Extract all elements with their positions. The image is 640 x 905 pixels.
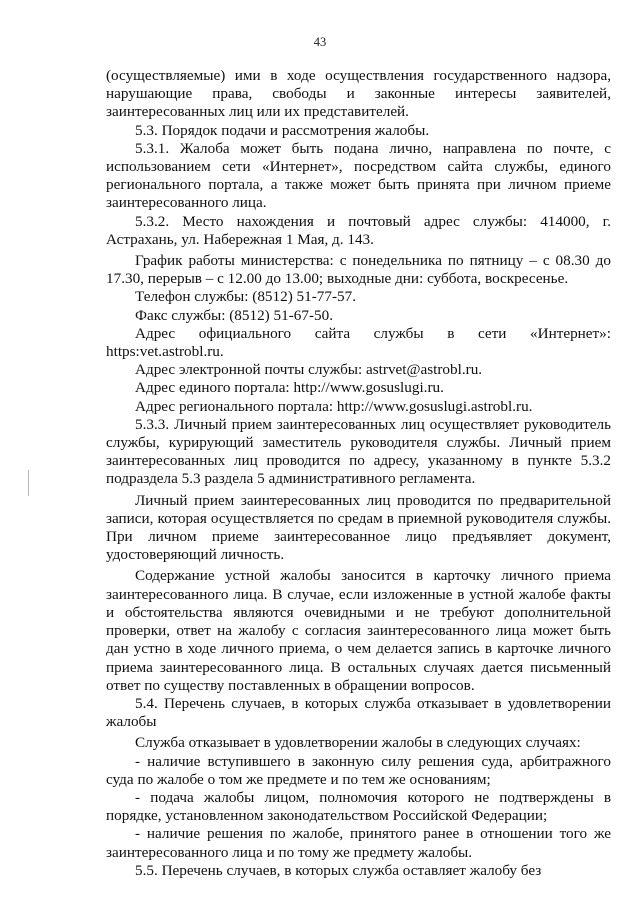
section-heading-5-5: 5.5. Перечень случаев, в которых служба оставляет жалобу без — [135, 861, 542, 879]
paragraph-oral-complaint: Содержание устной жалобы заносится в карточку личного приема заинтересованного лица. В случае, если изложенные в устной жалобе факты и обстоятельства являются очевидными и не требуют дополнительной проверки, ответ на жалобу с согласия заинтересованного лица может быть дан устно в ходе личного приема, о чем делается запись в карточке личного приема заинтересованного лица. В остальных случаях дается письменный ответ по существу поставленных в обращении вопросов. — [106, 567, 611, 694]
paragraph-unified-portal: Адрес единого портала: http://www.gosuslugi.ru. — [135, 379, 444, 397]
paragraph-personal-reception: Личный прием заинтересованных лиц проводится по предварительной записи, которая осуществляется по средам в приемной руководителя службы. При личном приеме заинтересованное лицо предъявляет документ, удостоверяющий личность. — [106, 491, 611, 564]
paragraph-5-3-2: 5.3.2. Место нахождения и почтовый адрес службы: 414000, г. Астрахань, ул. Набережная 1 Мая, д. 143. — [106, 212, 611, 248]
paragraph-regional-portal: Адрес регионального портала: http://www.gosuslugi.astrobl.ru. — [135, 397, 533, 415]
section-heading-5-4: 5.4. Перечень случаев, в которых служба отказывает в удовлетворении жалобы — [106, 694, 611, 731]
margin-mark — [28, 470, 29, 496]
paragraph-5-3-3: 5.3.3. Личный прием заинтересованных лиц осуществляет руководитель службы, курирующий заместитель руководителя службы. Личный прием заинтересованных лиц проводится по адресу, указанному в пункте 5.3.2 подраздела 5.3 раздела 5 административного регламента. — [106, 415, 611, 488]
paragraph-continuation: (осуществляемые) ими в ходе осуществления государственного надзора, нарушающие права, свободы и законные интересы заявителей, заинтересованных лиц или их представителей. — [106, 67, 611, 121]
paragraph-work-schedule: График работы министерства: с понедельника по пятницу – с 08.30 до 17.30, перерыв – с 12.00 до 13.00; выходные дни: суббота, воскресенье. — [106, 252, 611, 288]
paragraph-fax: Факс службы: (8512) 51-67-50. — [135, 306, 333, 324]
paragraph-website: Адрес официального сайта службы в сети «Интернет»: https:vet.astrobl.ru. — [106, 324, 611, 361]
paragraph-phone: Телефон службы: (8512) 51-77-57. — [135, 288, 357, 306]
paragraph-email: Адрес электронной почты службы: astrvet@astrobl.ru. — [135, 361, 483, 379]
list-item-prior-decision: - наличие решения по жалобе, принятого ранее в отношении того же заинтересованного лица и по тому же предмету жалобы. — [106, 825, 611, 861]
document-body — [106, 67, 611, 880]
page-number: 43 — [313, 35, 327, 49]
paragraph-5-3-1: 5.3.1. Жалоба может быть подана лично, направлена по почте, с использованием сети «Интернет», посредством сайта службы, единого регионального портала, а также может быть принята при личном приеме заинтересованного лица. — [106, 139, 611, 212]
list-item-court-decision: - наличие вступившего в законную силу решения суда, арбитражного суда по жалобе о том же предмете и по тем же основаниям; — [106, 752, 611, 788]
paragraph-refusal-cases: Служба отказывает в удовлетворении жалобы в следующих случаях: — [135, 734, 581, 752]
list-item-unconfirmed-authority: - подача жалобы лицом, полномочия которого не подтверждены в порядке, установленном законодательством Российской Федерации; — [106, 788, 611, 825]
section-heading-5-3: 5.3. Порядок подачи и рассмотрения жалобы. — [135, 121, 430, 139]
